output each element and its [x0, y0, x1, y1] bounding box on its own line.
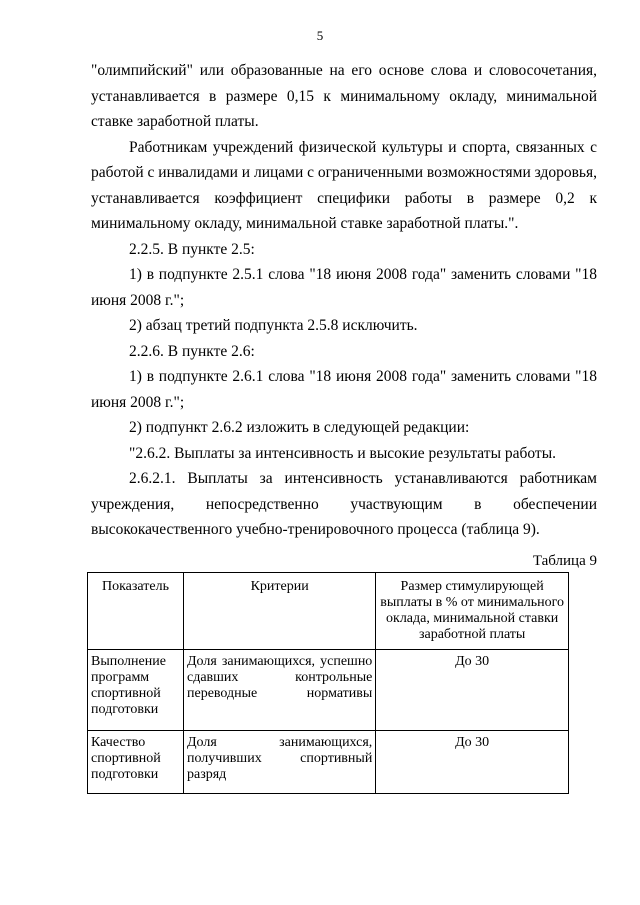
table-row	[88, 650, 569, 731]
paragraph: 2) подпункт 2.6.2 изложить в следующей редакции:	[129, 419, 470, 436]
table-header-row	[88, 573, 569, 650]
page-number: 5	[316, 28, 324, 43]
header-criteria: Критерии	[183, 573, 375, 650]
paragraph: Работникам учреждений физической культуры и спорта, связанных с работой с инвалидами и лицами с ограниченными возможностями здоровья, устанавливается коэффициент специфики работы в размере 0,2 к минимальному окладу, минимальной ставке заработной платы.".	[91, 138, 597, 232]
cell-criteria: Доля занимающихся, успешно сдавших контрольные переводные нормативы	[183, 650, 375, 731]
paragraph: 2) абзац третий подпункта 2.5.8 исключить.	[129, 317, 418, 334]
table-caption: Таблица 9	[532, 553, 597, 569]
header-indicator: Показатель	[88, 573, 184, 650]
paragraph: 1) в подпункте 2.5.1 слова "18 июня 2008 года" заменить словами "18 июня 2008 г.";	[91, 266, 597, 309]
payments-table	[87, 572, 569, 794]
paragraph: 2.6.2.1. Выплаты за интенсивность устанавливаются работникам учреждения, непосредственно участвующим в обеспечении высококачественного учебно-тренировочного процесса (таблица 9).	[91, 470, 597, 538]
paragraph: 2.2.5. В пункте 2.5:	[129, 240, 255, 258]
paragraph: "2.6.2. Выплаты за интенсивность и высокие результаты работы.	[129, 444, 556, 462]
cell-payment: До 30	[376, 650, 569, 731]
paragraph: "олимпийский" или образованные на его основе слова и словосочетания, устанавливается в размере 0,15 к минимальному окладу, минимальной ставке заработной платы.	[91, 62, 597, 130]
body-text	[91, 58, 597, 543]
cell-criteria: Доля занимающихся, получивших спортивный разряд	[183, 731, 375, 794]
cell-indicator: Качество спортивной подготовки	[88, 731, 184, 794]
cell-indicator: Выполнение программ спортивной подготовки	[88, 650, 184, 731]
cell-payment: До 30	[376, 731, 569, 794]
table-row	[88, 731, 569, 794]
header-payment-size: Размер стимулирующей выплаты в % от минимального оклада, минимальной ставки заработной платы	[376, 573, 569, 650]
paragraph: 2.2.6. В пункте 2.6:	[129, 342, 255, 360]
paragraph: 1) в подпункте 2.6.1 слова "18 июня 2008 года" заменить словами "18 июня 2008 г.";	[91, 368, 597, 411]
